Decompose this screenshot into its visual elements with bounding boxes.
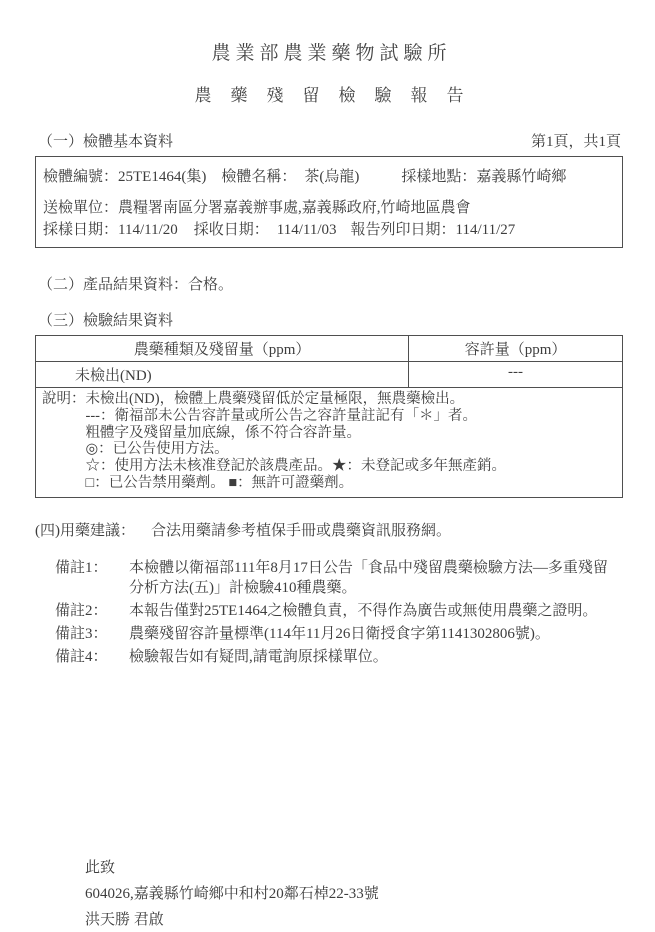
- note-line: ---：衛福部未公告容許量或所公告之容許量註記有「＊」者。: [85, 407, 477, 424]
- remark-text: 農藥殘留容許量標準(114年11月26日衛授食字第1141302806號)。: [129, 625, 550, 642]
- sample-name-value: 茶(烏龍): [304, 169, 360, 185]
- residue-column-header: 農藥種類及殘留量（ppm）: [133, 342, 311, 358]
- section3-heading: （三）檢驗結果資料: [38, 313, 174, 329]
- result-table-data-row: [36, 362, 622, 388]
- remark-label: 備註3：: [55, 625, 108, 642]
- sample-info-line2: [43, 197, 616, 219]
- recipient-block: [85, 856, 379, 932]
- sample-info-line1: [43, 166, 616, 188]
- remark-item-2: [55, 601, 623, 621]
- sample-info-table: [35, 156, 623, 248]
- sampling-date-value: 114/11/20: [118, 222, 178, 238]
- sampling-date-label: 採樣日期：: [43, 222, 119, 238]
- sender-label: 送檢單位：: [43, 200, 119, 216]
- note-line: 粗體字及殘留量加底線，係不符合容許量。: [85, 424, 361, 441]
- section4-text: 合法用藥請參考植保手冊或農藥資訊服務網。: [151, 522, 452, 539]
- sample-info-line3: [43, 219, 616, 241]
- site-label: 採樣地點：: [401, 169, 477, 185]
- recipient-address: 604026,嘉義縣竹崎鄉中和村20鄰石棹22-33號: [85, 886, 379, 902]
- note-line: □：已公告禁用藥劑。 ■：無許可證藥劑。: [85, 474, 354, 491]
- harvest-date-value: 114/11/03: [276, 222, 337, 238]
- remark-item-4: [55, 647, 623, 667]
- salutation: 此致: [85, 860, 116, 876]
- section2-heading: （二）產品結果資料：合格。: [38, 277, 234, 293]
- remark-item-3: [55, 624, 623, 644]
- section1-heading: （一）檢體基本資料: [38, 134, 174, 150]
- sample-name-label: 檢體名稱：: [221, 169, 297, 185]
- note-line: 未檢出(ND)，檢體上農藥殘留低於定量極限，無農藥檢出。: [85, 391, 465, 407]
- remark-text: 檢驗報告如有疑問,請電詢原採樣單位。: [129, 648, 388, 665]
- notes-lines: [86, 391, 618, 492]
- result-table: [35, 335, 623, 498]
- remark-text: 本報告僅對25TE1464之檢體負責，不得作為廣告或無使用農藥之證明。: [129, 602, 598, 619]
- remark-label: 備註2：: [55, 602, 108, 619]
- sender-value: 農糧署南區分署嘉義辦事處,嘉義縣政府,竹崎地區農會: [118, 200, 471, 216]
- notes-label: 說明：: [42, 391, 86, 407]
- print-date-value: 114/11/27: [455, 222, 516, 238]
- section4-heading-row: [35, 519, 623, 540]
- remark-label: 備註1：: [55, 559, 108, 576]
- harvest-date-label: 採收日期：: [193, 222, 269, 238]
- remark-text: 本檢體以衛福部111年8月17日公告「食品中殘留農藥檢驗方法—多重殘留分析方法(五)」計檢驗410種農藥。: [129, 559, 608, 596]
- site-value: 嘉義縣竹崎鄉: [476, 169, 567, 185]
- page-number-info: 第1頁，共1頁: [530, 134, 621, 150]
- remark-item-1: [55, 558, 623, 598]
- remarks-list: [35, 558, 623, 667]
- document-subtitle: 農藥殘留檢驗報告: [194, 86, 483, 105]
- residue-result-cell: 未檢出(ND): [75, 368, 152, 384]
- recipient-name: 洪天勝 君啟: [85, 912, 164, 928]
- note-line: ☆：使用方法未核准登記於該農產品。★：未登記或多年無產銷。: [85, 458, 506, 475]
- sample-no-value: 25TE1464(集): [118, 169, 207, 185]
- limit-value-cell: ---: [408, 362, 622, 387]
- section4-label: (四)用藥建議：: [35, 522, 135, 539]
- limit-column-header: 容許量（ppm）: [408, 336, 622, 361]
- section1-heading-row: [35, 130, 623, 151]
- result-notes: [36, 388, 622, 497]
- print-date-label: 報告列印日期：: [350, 222, 456, 238]
- remark-label: 備註4：: [55, 648, 108, 665]
- document-title: 農業部農業藥物試驗所: [211, 43, 452, 64]
- note-line: ◎：已公告使用方法。: [85, 441, 229, 458]
- sample-no-label: 檢體編號：: [43, 169, 119, 185]
- result-table-header-row: [36, 336, 622, 362]
